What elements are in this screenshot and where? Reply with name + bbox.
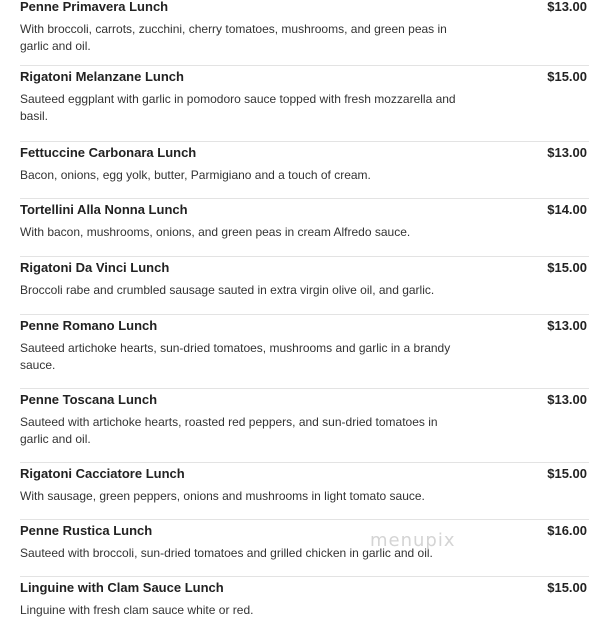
- menu-item-name: Penne Romano Lunch: [20, 318, 158, 333]
- menu-item-description: Broccoli rabe and crumbled sausage sauted in extra virgin olive oil, and garlic.: [20, 283, 435, 297]
- menu-item-price: $13.00: [547, 318, 587, 333]
- menu-item-description: Sauteed artichoke hearts, sun-dried tomatoes, mushrooms and garlic in a brandy sauce.: [20, 341, 451, 372]
- menu-item: [20, 389, 589, 463]
- menu-item-description: With broccoli, carrots, zucchini, cherry tomatoes, mushrooms, and green peas in garlic and oil.: [20, 22, 447, 53]
- menupix-watermark: menupix: [370, 530, 456, 551]
- menu-item-name: Linguine with Clam Sauce Lunch: [20, 580, 224, 595]
- menu-item-description: With sausage, green peppers, onions and mushrooms in light tomato sauce.: [20, 489, 425, 503]
- menu-item-price: $13.00: [547, 0, 587, 14]
- menu-item: [20, 0, 589, 66]
- menu-item-name: Penne Toscana Lunch: [20, 392, 158, 407]
- menu-item-price: $15.00: [547, 580, 587, 595]
- menu-item-price: $16.00: [547, 523, 587, 538]
- menu-item-description: Bacon, onions, egg yolk, butter, Parmigiano and a touch of cream.: [20, 168, 371, 182]
- menu-item-description: Sauteed with broccoli, sun-dried tomatoes and grilled chicken in garlic and oil.: [20, 546, 433, 560]
- menu-item-name: Tortellini Alla Nonna Lunch: [20, 202, 188, 217]
- menu-item: [20, 257, 589, 315]
- menu-item: [20, 66, 589, 142]
- menu-item-price: $15.00: [547, 260, 587, 275]
- menu-item: [20, 520, 589, 577]
- menu-item-name: Rigatoni Melanzane Lunch: [20, 69, 184, 84]
- menu-item-description: Sauteed eggplant with garlic in pomodoro sauce topped with fresh mozzarella and basil.: [20, 92, 456, 123]
- menu-item: [20, 315, 589, 389]
- menu-item: [20, 463, 589, 520]
- menu-item-description: With bacon, mushrooms, onions, and green peas in cream Alfredo sauce.: [20, 225, 411, 239]
- menu-item: [20, 142, 589, 199]
- menu-item-price: $13.00: [547, 392, 587, 407]
- menu-item-name: Penne Primavera Lunch: [20, 0, 169, 14]
- menu-item: [20, 577, 589, 640]
- menu-item-name: Penne Rustica Lunch: [20, 523, 153, 538]
- menu-item-description: Linguine with fresh clam sauce white or red.: [20, 603, 254, 617]
- menu-item: [20, 199, 589, 257]
- menu-item-name: Rigatoni Cacciatore Lunch: [20, 466, 185, 481]
- menu-item-name: Fettuccine Carbonara Lunch: [20, 145, 197, 160]
- menu-item-price: $15.00: [547, 69, 587, 84]
- menu-item-name: Rigatoni Da Vinci Lunch: [20, 260, 170, 275]
- menu-item-price: $14.00: [547, 202, 587, 217]
- menu-item-price: $13.00: [547, 145, 587, 160]
- menu-item-price: $15.00: [547, 466, 587, 481]
- menu-item-description: Sauteed with artichoke hearts, roasted red peppers, and sun-dried tomatoes in garlic and oil.: [20, 415, 438, 446]
